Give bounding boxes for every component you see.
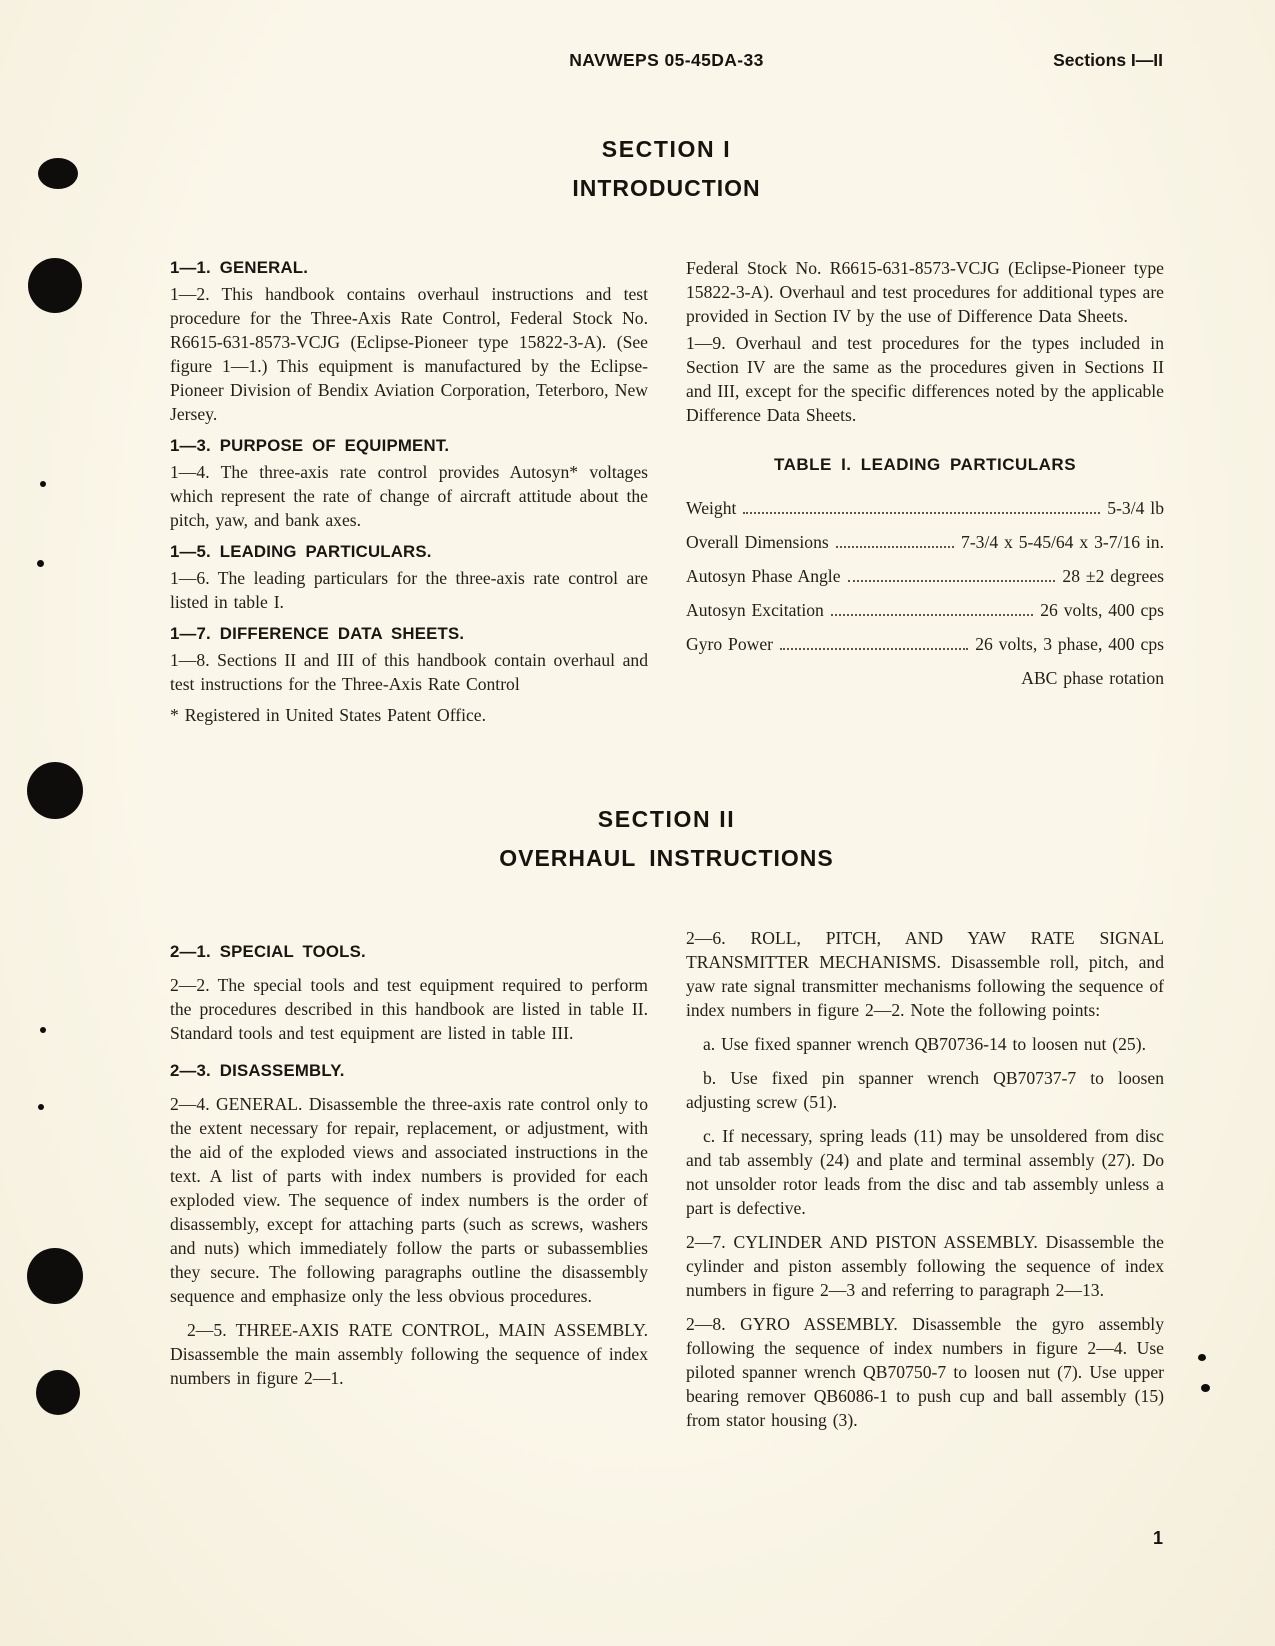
dotted-leader: [831, 614, 1033, 616]
ink-speck: [38, 1104, 44, 1110]
paragraph-heading: 2—3. DISASSEMBLY.: [170, 1061, 345, 1080]
table-row: [686, 634, 1164, 655]
paragraph: Federal Stock No. R6615-631-8573-VCJG (Eclipse-Pioneer type 15822-3-A). Overhaul and test procedures for additional types are provided in Section IV by the use of Difference Data Sheets.: [686, 258, 1164, 326]
page-header: [170, 50, 1163, 71]
punch-hole-mark: [36, 1370, 80, 1415]
paragraph: 2—6. ROLL, PITCH, AND YAW RATE SIGNAL TRANSMITTER MECHANISMS. Disassemble roll, pitch, and yaw rate signal transmitter mechanisms following the sequence of index numbers in figure 2—2. Note the following points:: [686, 928, 1164, 1020]
doc-number: NAVWEPS 05-45DA-33: [569, 50, 764, 70]
table-row-continuation: ABC phase rotation: [1021, 668, 1164, 688]
dotted-leader: [836, 546, 954, 548]
paragraph: 2—8. GYRO ASSEMBLY. Disassemble the gyro assembly following the sequence of index numbers in figure 2—4. Use piloted spanner wrench QB70750-7 to loosen nut (7). Use upper bearing remover QB6086-1 to push cup and ball assembly (15) from stator housing (3).: [686, 1314, 1164, 1430]
footnote: * Registered in United States Patent Office.: [170, 705, 487, 725]
ink-speck: [1201, 1384, 1210, 1392]
paragraph-heading: 1—3. PURPOSE OF EQUIPMENT.: [170, 436, 450, 455]
list-item: b. Use fixed pin spanner wrench QB70737-7 to loosen adjusting screw (51).: [686, 1068, 1164, 1112]
list-item: c. If necessary, spring leads (11) may be unsoldered from disc and tab assembly (24) and plate and terminal assembly (27). Do not unsolder rotor leads from the disc and tab assembly unless a part is defective.: [686, 1126, 1164, 1218]
punch-hole-mark: [28, 258, 82, 313]
list-item: a. Use fixed spanner wrench QB70736-14 to loosen nut (25).: [703, 1034, 1146, 1054]
table-row-value: 26 volts, 400 cps: [1040, 600, 1164, 620]
paragraph: 1—4. The three-axis rate control provides Autosyn* voltages which represent the rate of change of aircraft attitude about the pitch, yaw, and bank axes.: [170, 462, 648, 530]
sections-reference: Sections I—II: [1053, 50, 1163, 70]
paragraph: 2—7. CYLINDER AND PISTON ASSEMBLY. Disassemble the cylinder and piston assembly following the sequence of index numbers in figure 2—3 and referring to paragraph 2—13.: [686, 1232, 1164, 1300]
section2-left-column: [170, 926, 648, 1442]
ink-speck: [40, 481, 46, 487]
paragraph: 1—6. The leading particulars for the three-axis rate control are listed in table I.: [170, 568, 648, 612]
table-row: [686, 566, 1164, 587]
paragraph: 1—8. Sections II and III of this handbook contain overhaul and test instructions for the Three-Axis Rate Control: [170, 650, 648, 694]
table-row: [686, 498, 1164, 519]
section1-subtitle: INTRODUCTION: [572, 175, 761, 201]
section1-right-column: [686, 256, 1164, 730]
dotted-leader: [780, 648, 968, 650]
dotted-leader: [848, 580, 1056, 582]
paragraph-heading: 1—7. DIFFERENCE DATA SHEETS.: [170, 624, 465, 643]
paragraph-heading: 2—1. SPECIAL TOOLS.: [170, 942, 366, 961]
section2-heading: [170, 806, 1163, 872]
table-row-value: 7-3/4 x 5-45/64 x 3-7/16 in.: [961, 532, 1164, 552]
punch-hole-mark: [38, 158, 78, 189]
page-number: 1: [1152, 1528, 1163, 1548]
paragraph: 1—9. Overhaul and test procedures for the types included in Section IV are the same as the procedures given in Sections II and III, except for the specific differences noted by the applicable Difference Data Sheets.: [686, 333, 1164, 425]
section1-title: SECTION I: [601, 136, 732, 162]
section1-left-column: [170, 256, 648, 730]
table-row-value: 28 ±2 degrees: [1062, 566, 1164, 586]
ink-speck: [1198, 1354, 1206, 1361]
table-row: [686, 532, 1164, 553]
section2-columns: [170, 926, 1164, 1442]
table-row-label: Gyro Power: [686, 634, 774, 654]
paragraph-heading: 1—1. GENERAL.: [170, 258, 309, 277]
table-row-label: Autosyn Excitation: [686, 600, 824, 620]
paragraph: 1—2. This handbook contains overhaul instructions and test procedure for the Three-Axis Rate Control, Federal Stock No. R6615-631-8573-VCJG (Eclipse-Pioneer type 15822-3-A). (See figure 1—1.) This equipment is manufactured by the Eclipse-Pioneer Division of Bendix Aviation Corporation, Teterboro, New Jersey.: [170, 284, 648, 424]
table-row-value: 5-3/4 lb: [1107, 498, 1164, 518]
paragraph: 2—4. GENERAL. Disassemble the three-axis rate control only to the extent necessary for repair, replacement, or adjustment, with the aid of the exploded views and associated instructions in the text. A list of parts with index numbers is provided for each exploded view. The sequence of index numbers is the order of disassembly, except for attaching parts (such as screws, washers and nuts) which immediately follow the parts or subassemblies they secure. The following paragraphs outline the disassembly sequence and emphasize only the less obvious procedures.: [170, 1094, 648, 1306]
paragraph: 2—5. THREE-AXIS RATE CONTROL, MAIN ASSEMBLY. Disassemble the main assembly following the sequence of index numbers in figure 2—1.: [170, 1320, 648, 1388]
ink-speck: [40, 1027, 46, 1033]
table-title: TABLE I. LEADING PARTICULARS: [773, 455, 1077, 474]
section2-right-column: [686, 926, 1164, 1442]
section2-title: SECTION II: [597, 806, 736, 832]
paragraph: 2—2. The special tools and test equipment required to perform the procedures described in this handbook are listed in table II. Standard tools and test equipment are listed in table III.: [170, 975, 648, 1043]
ink-speck: [37, 560, 44, 567]
table-row-label: Weight: [686, 498, 737, 518]
section1-heading: [170, 136, 1163, 202]
punch-hole-mark: [27, 1248, 83, 1304]
punch-hole-mark: [27, 762, 83, 819]
section1-columns: [170, 256, 1164, 730]
table-row-label: Autosyn Phase Angle: [686, 566, 841, 586]
table-row: [686, 600, 1164, 621]
table-row-label: Overall Dimensions: [686, 532, 829, 552]
table-leading-particulars: [686, 453, 1164, 689]
table-row-value: 26 volts, 3 phase, 400 cps: [975, 634, 1164, 654]
dotted-leader: [743, 512, 1100, 514]
section2-subtitle: OVERHAUL INSTRUCTIONS: [499, 845, 834, 871]
paragraph-heading: 1—5. LEADING PARTICULARS.: [170, 542, 432, 561]
